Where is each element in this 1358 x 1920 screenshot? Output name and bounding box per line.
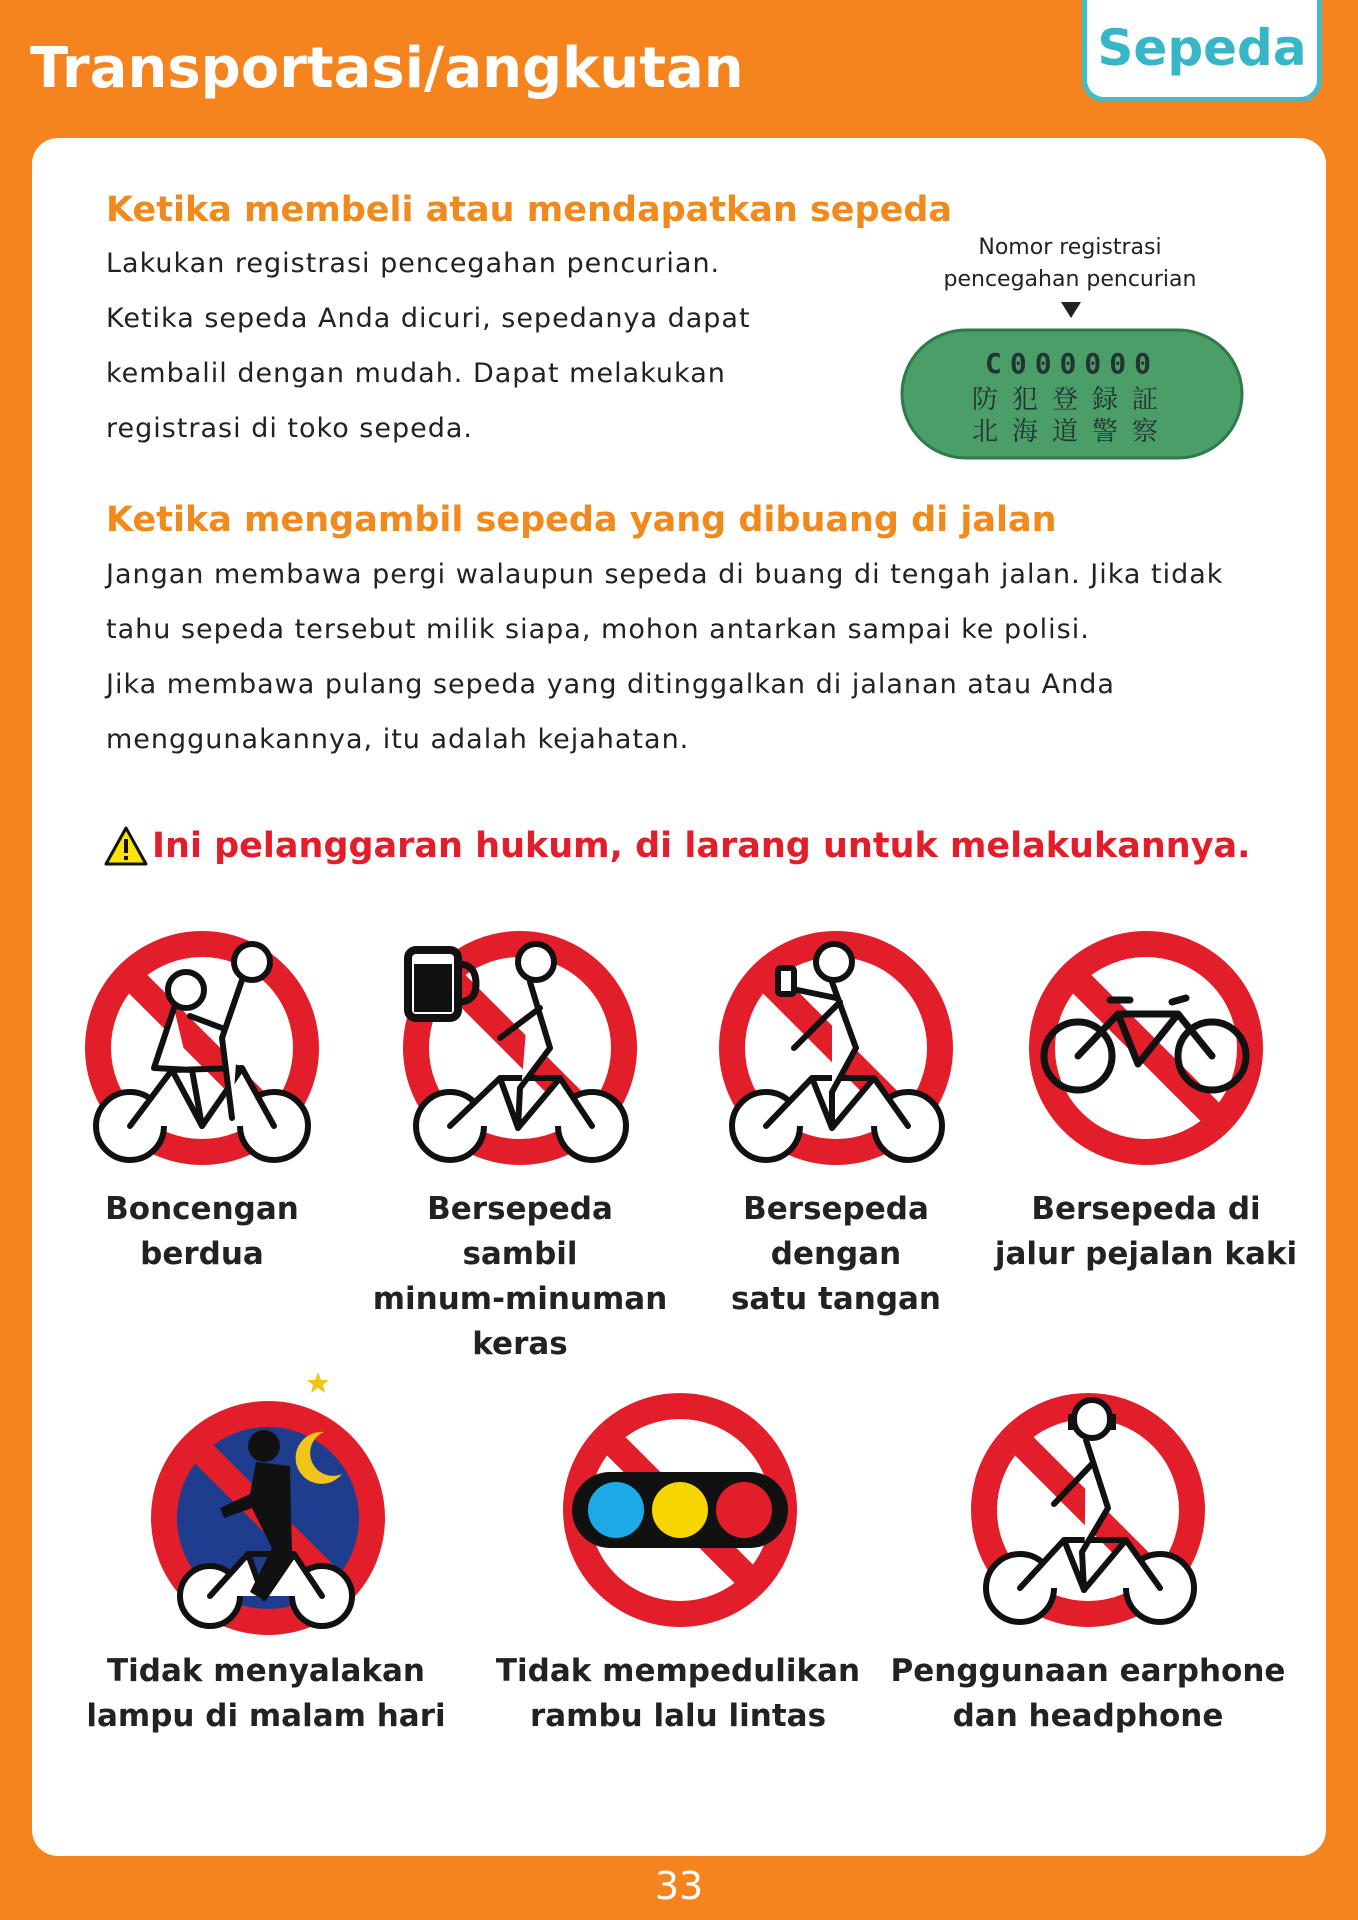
- sticker-line-2: 防犯登録証: [971, 385, 1173, 415]
- caption-headphone-rider: [886, 1649, 1290, 1739]
- warning-text: Ini pelanggaran hukum, di larang untuk melakukannya.: [152, 826, 1251, 866]
- two-riders-icon: [82, 928, 322, 1168]
- caption-two-riders: [52, 1187, 352, 1277]
- caption-line: dengan: [770, 1236, 902, 1272]
- caption-line: keras: [472, 1326, 568, 1362]
- sticker-line-3: 北海道警察: [971, 417, 1173, 447]
- section2-line-3: Jika membawa pulang sepeda yang ditinggalkan di jalanan atau Anda: [106, 669, 1115, 700]
- caption-line: minum-minuman: [372, 1281, 668, 1317]
- caption-sidewalk-bicycle: [986, 1187, 1306, 1277]
- registration-label-line-1: Nomor registrasi: [978, 235, 1162, 260]
- section1-heading: Ketika membeli atau mendapatkan sepeda: [106, 190, 952, 230]
- section2-heading: Ketika mengambil sepeda yang dibuang di jalan: [106, 500, 1057, 540]
- traffic-light-icon: [560, 1390, 800, 1630]
- sticker-number: C000000: [984, 347, 1160, 380]
- phone-rider-icon: [716, 928, 956, 1168]
- page-title: Transportasi/angkutan: [30, 36, 744, 101]
- page-number: 33: [654, 1864, 704, 1908]
- caption-line: Penggunaan earphone: [890, 1653, 1286, 1689]
- section1-line-4: registrasi di toko sepeda.: [106, 413, 474, 444]
- category-tab: Sepeda: [1082, 0, 1322, 102]
- caption-line: Tidak mempedulikan: [495, 1653, 861, 1689]
- caption-line: rambu lalu lintas: [529, 1698, 827, 1734]
- drinking-rider-icon: [400, 928, 640, 1168]
- caption-line: dan headphone: [952, 1698, 1224, 1734]
- caption-drinking-rider: [370, 1187, 670, 1367]
- registration-label: [900, 232, 1240, 296]
- caption-line: berdua: [140, 1236, 264, 1272]
- caption-phone-rider: [686, 1187, 986, 1322]
- section1-line-3: kembalil dengan mudah. Dapat melakukan: [106, 358, 726, 389]
- caption-line: lampu di malam hari: [86, 1698, 446, 1734]
- caption-traffic-light: [488, 1649, 868, 1739]
- section2-line-2: tahu sepeda tersebut milik siapa, mohon antarkan sampai ke polisi.: [106, 614, 1090, 645]
- warning-triangle-icon: [104, 826, 148, 866]
- registration-sticker-icon: [898, 296, 1248, 466]
- sidewalk-bicycle-icon: [1026, 928, 1266, 1168]
- caption-line: Tidak menyalakan: [107, 1653, 425, 1689]
- registration-label-line-2: pencegahan pencurian: [943, 267, 1197, 292]
- warning-row: [104, 826, 1250, 866]
- caption-line: Boncengan: [105, 1191, 299, 1227]
- caption-line: Bersepeda di: [1031, 1191, 1261, 1227]
- down-arrow-icon: [1061, 302, 1081, 318]
- section2-line-1: Jangan membawa pergi walaupun sepeda di buang di tengah jalan. Jika tidak: [106, 559, 1224, 590]
- section2-line-4: menggunakannya, itu adalah kejahatan.: [106, 724, 690, 755]
- section1-line-2: Ketika sepeda Anda dicuri, sepedanya dapat: [106, 303, 751, 334]
- caption-line: Bersepeda: [743, 1191, 929, 1227]
- caption-line: jalur pejalan kaki: [994, 1236, 1298, 1272]
- caption-line: Bersepeda sambil: [427, 1191, 613, 1272]
- headphone-rider-icon: [968, 1390, 1208, 1630]
- caption-night-rider: [76, 1649, 456, 1739]
- night-rider-icon: [148, 1368, 398, 1638]
- caption-line: satu tangan: [730, 1281, 942, 1317]
- section1-line-1: Lakukan registrasi pencegahan pencurian.: [106, 248, 721, 279]
